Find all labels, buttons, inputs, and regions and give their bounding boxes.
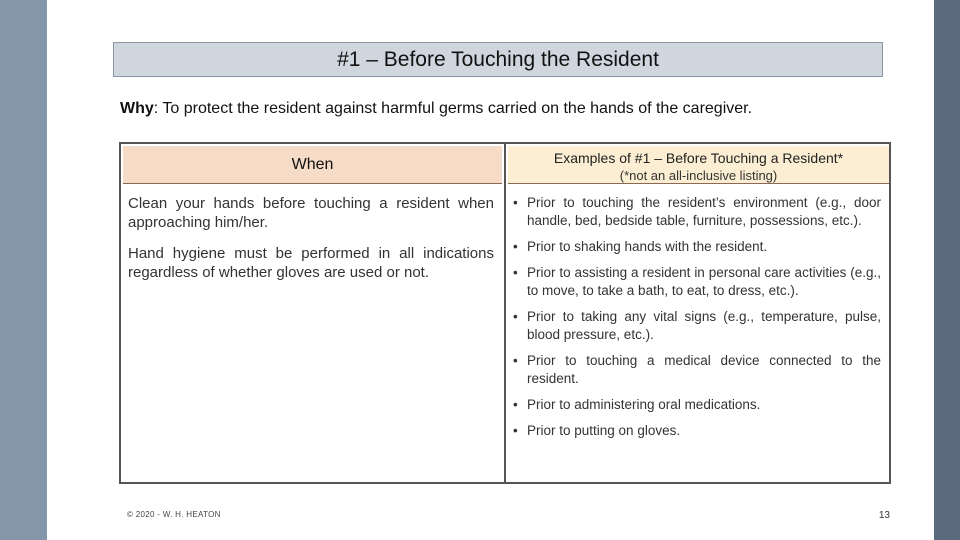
right-decor-bar	[934, 0, 960, 540]
examples-header-title: Examples of #1 – Before Touching a Resident*	[553, 150, 844, 166]
page-number: 13	[878, 510, 890, 521]
slide-title-box	[113, 42, 883, 77]
footer-copyright: © 2020 - W. H. HEATON	[127, 510, 221, 519]
example-item: • Prior to assisting a resident in personal care activities (e.g., to move, to take a bath, to eat, to dress, etc.).	[513, 264, 881, 300]
example-item: • Prior to putting on gloves.	[513, 422, 881, 440]
examples-header	[508, 146, 889, 184]
example-item: • Prior to touching a medical device connected to the resident.	[513, 352, 881, 388]
examples-header-subtitle: (*not an all-inclusive listing)	[619, 168, 778, 183]
when-header-label: When	[291, 155, 334, 173]
when-column	[128, 194, 494, 294]
why-text: : To protect the resident against harmful germs carried on the hands of the caregiver.	[153, 100, 753, 117]
example-item: • Prior to touching the resident’s environment (e.g., door handle, bed, bedside table, furniture, possessions, etc.).	[513, 194, 881, 230]
example-item: • Prior to administering oral medications.	[513, 396, 881, 414]
example-item: • Prior to taking any vital signs (e.g., temperature, pulse, blood pressure, etc.).	[513, 308, 881, 344]
column-divider	[504, 144, 506, 482]
slide-title: #1 – Before Touching the Resident	[337, 47, 659, 71]
why-label: Why	[120, 100, 154, 117]
examples-list	[513, 194, 881, 448]
why-statement	[120, 100, 752, 118]
left-decor-bar	[0, 0, 47, 540]
example-item: • Prior to shaking hands with the resident.	[513, 238, 881, 256]
when-paragraph: Clean your hands before touching a resident when approaching him/her.	[128, 195, 494, 231]
info-table	[119, 142, 891, 484]
when-paragraph: Hand hygiene must be performed in all indications regardless of whether gloves are used or not.	[128, 245, 494, 281]
when-header	[123, 146, 502, 184]
